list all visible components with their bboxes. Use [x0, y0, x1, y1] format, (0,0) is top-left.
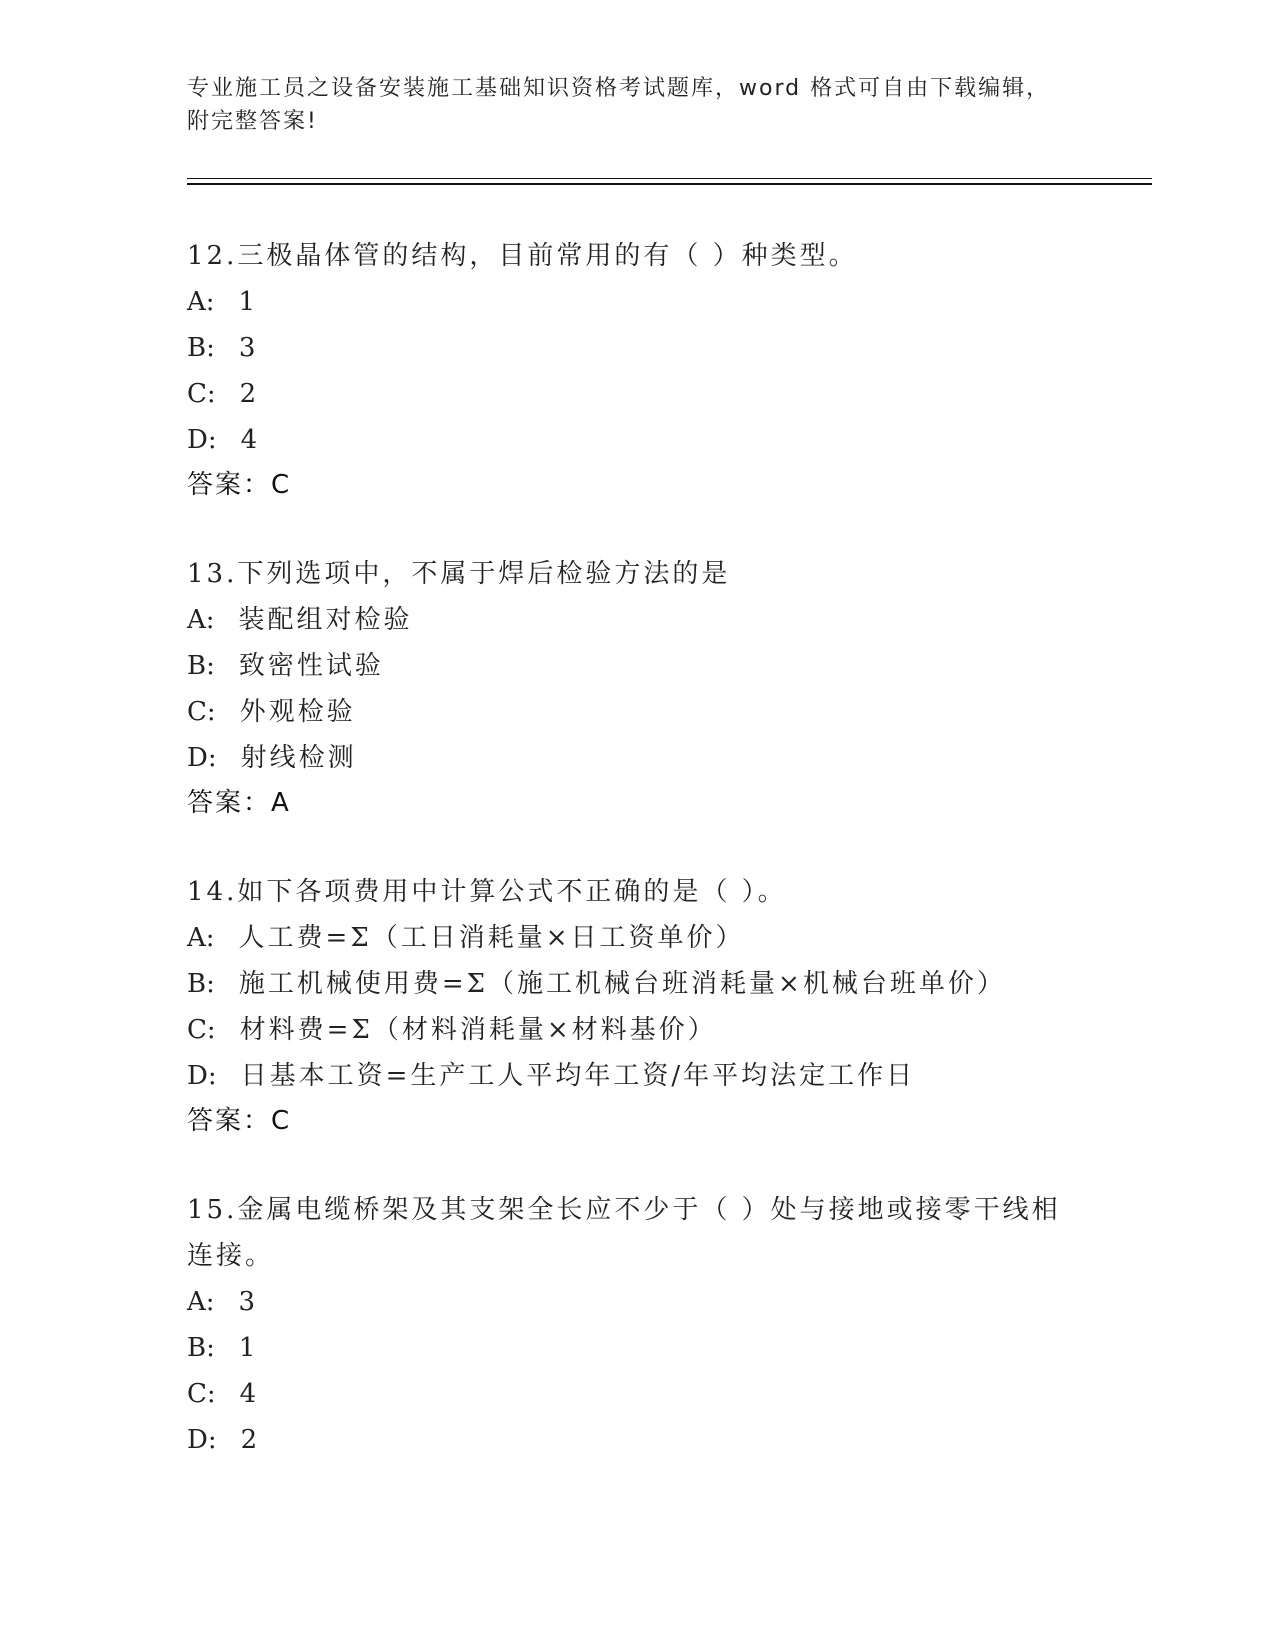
option-letter: A:	[187, 287, 215, 317]
option-text: 3	[238, 1287, 259, 1317]
option-text: 射线检测	[240, 743, 357, 773]
question-13	[187, 551, 1087, 825]
option-text: 施工机械使用费=Σ（施工机械台班消耗量×机械台班单价）	[238, 969, 1006, 999]
option-letter: C:	[187, 697, 216, 727]
option-b	[187, 1325, 1087, 1371]
question-stem: 13.下列选项中，不属于焊后检验方法的是	[187, 559, 731, 589]
option-letter: B:	[187, 969, 215, 999]
question-stem: 14.如下各项费用中计算公式不正确的是（ ）。	[187, 877, 787, 907]
option-a	[187, 279, 1087, 325]
option-text: 致密性试验	[238, 651, 384, 681]
option-text: 人工费=Σ（工日消耗量×日工资单价）	[238, 923, 745, 953]
option-letter: B:	[187, 651, 215, 681]
option-c	[187, 1371, 1087, 1417]
option-text: 3	[238, 333, 259, 363]
option-b	[187, 325, 1087, 371]
option-letter: C:	[187, 1015, 216, 1045]
option-letter: A:	[187, 1287, 215, 1317]
answer-line: 答案：C	[187, 470, 292, 500]
option-b	[187, 961, 1087, 1007]
question-14	[187, 869, 1087, 1143]
option-letter: D:	[187, 743, 217, 773]
option-text: 1	[238, 1333, 259, 1363]
option-letter: D:	[187, 1061, 217, 1091]
answer-line: 答案：C	[187, 1106, 292, 1136]
answer-line: 答案：A	[187, 788, 291, 818]
option-a	[187, 597, 1087, 643]
option-c	[187, 1007, 1087, 1053]
option-letter: A:	[187, 605, 215, 635]
question-stem: 12.三极晶体管的结构，目前常用的有（ ）种类型。	[187, 241, 858, 271]
option-letter: A:	[187, 923, 215, 953]
option-text: 装配组对检验	[238, 605, 413, 635]
header-divider-thick	[187, 183, 1152, 185]
option-text: 4	[239, 1379, 260, 1409]
option-text: 日基本工资=生产工人平均年工资/年平均法定工作日	[240, 1061, 916, 1091]
option-letter: D:	[187, 1425, 217, 1455]
option-a	[187, 915, 1087, 961]
option-c	[187, 371, 1087, 417]
option-a	[187, 1279, 1087, 1325]
option-text: 外观检验	[239, 697, 356, 727]
header-divider-thin	[187, 178, 1152, 179]
option-text: 材料费=Σ（材料消耗量×材料基价）	[239, 1015, 717, 1045]
option-letter: B:	[187, 333, 215, 363]
option-d	[187, 735, 1087, 781]
option-d	[187, 417, 1087, 463]
question-stem: 15.金属电缆桥架及其支架全长应不少于（ ）处与接地或接零干线相连接。	[187, 1195, 1061, 1271]
question-12	[187, 233, 1087, 507]
option-text: 1	[238, 287, 259, 317]
option-text: 2	[239, 379, 260, 409]
option-letter: D:	[187, 425, 217, 455]
option-c	[187, 689, 1087, 735]
document-intro: 专业施工员之设备安装施工基础知识资格考试题库，word 格式可自由下载编辑，附完整答案!	[187, 76, 1051, 134]
option-d	[187, 1053, 1087, 1099]
option-letter: C:	[187, 1379, 216, 1409]
option-b	[187, 643, 1087, 689]
option-letter: B:	[187, 1333, 215, 1363]
question-15	[187, 1187, 1087, 1463]
option-text: 2	[240, 1425, 261, 1455]
option-d	[187, 1417, 1087, 1463]
option-text: 4	[240, 425, 261, 455]
option-letter: C:	[187, 379, 216, 409]
